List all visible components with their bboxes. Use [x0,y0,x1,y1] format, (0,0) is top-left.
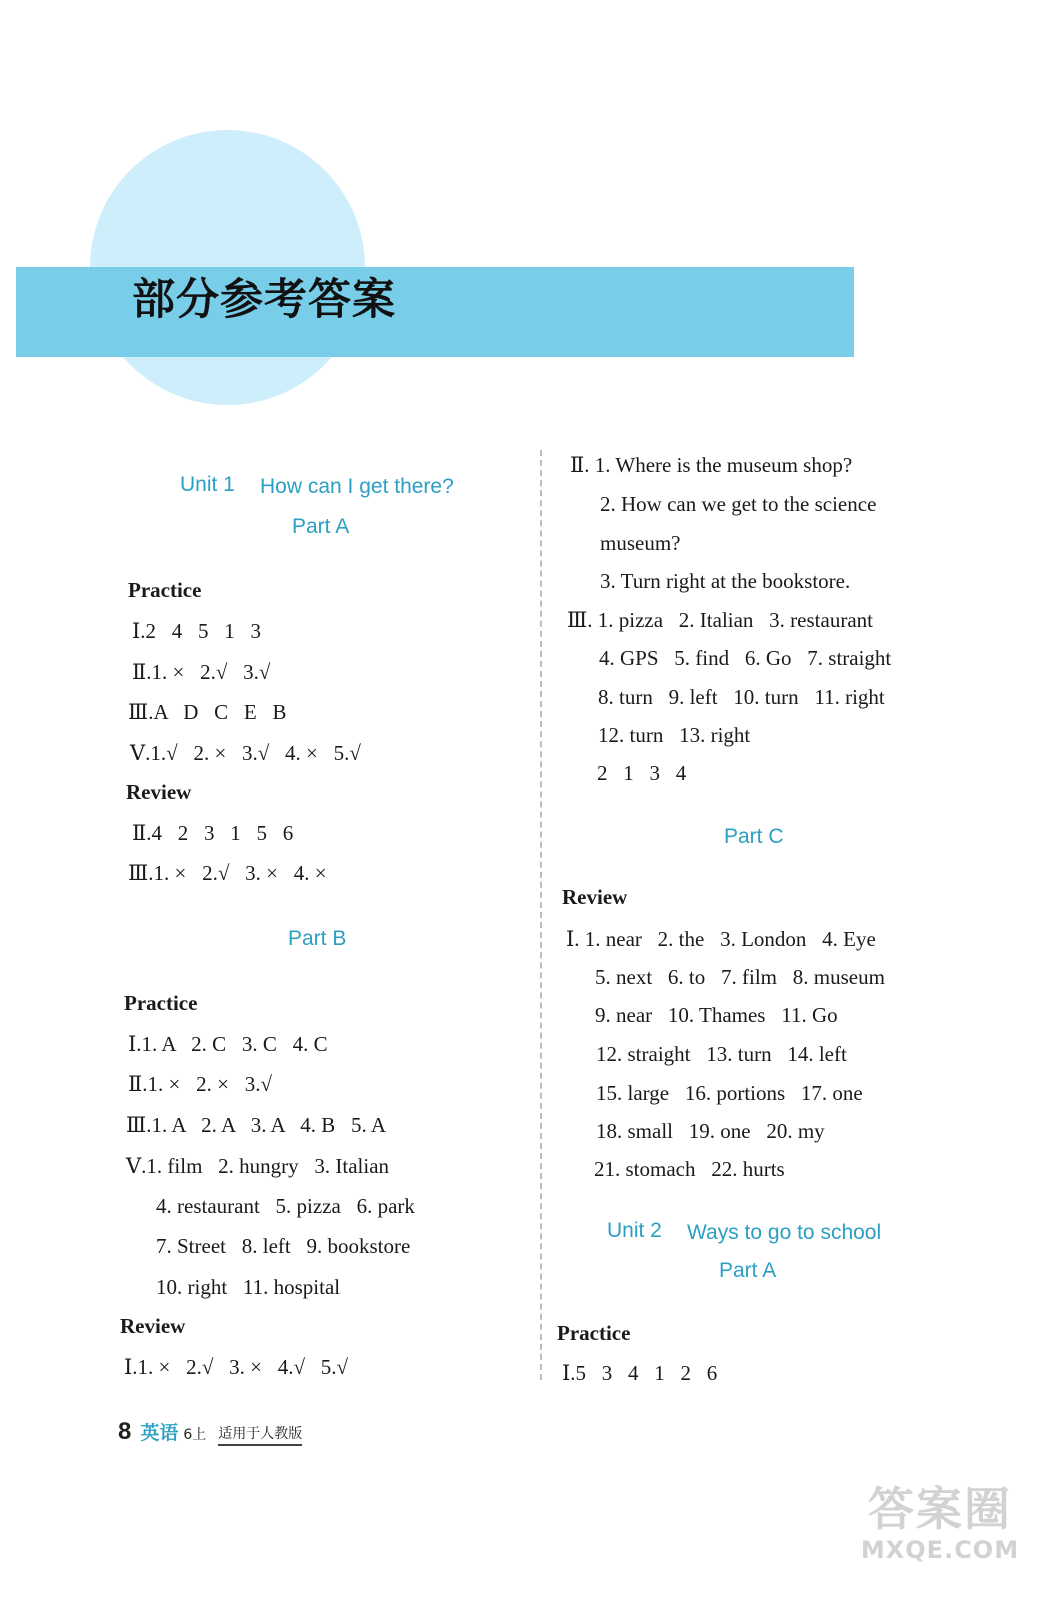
page-footer [118,1416,302,1446]
answer-line: Ⅰ.1. A 2. C 3. C 4. C [128,1032,328,1056]
review-heading: Review [120,1314,186,1338]
unit2-title: Ways to go to school [687,1221,882,1244]
answer-line: Ⅰ.2 4 5 1 3 [132,619,262,643]
answer-line: 18. small 19. one 20. my [596,1119,825,1143]
answer-line: 2. How can we get to the science [600,492,877,516]
answer-line: Ⅱ.1. × 2. × 3.√ [128,1072,272,1096]
watermark-text: 答案圈 [868,1482,1012,1536]
review-heading: Review [126,780,192,804]
answer-line: Ⅱ.1. × 2.√ 3.√ [132,660,271,684]
answer-line: 2 1 3 4 [597,761,687,785]
practice-heading: Practice [557,1321,631,1345]
unit2-label: Unit 2 [607,1219,662,1242]
practice-heading: Practice [124,991,198,1015]
answer-line: 10. right 11. hospital [156,1275,341,1299]
answer-line: 3. Turn right at the bookstore. [600,569,851,593]
page-title: 部分参考答案 [132,275,396,325]
answer-line: Ⅰ. 1. near 2. the 3. London 4. Eye [566,927,876,951]
answer-line: Ⅴ.1.√ 2. × 3.√ 4. × 5.√ [130,741,361,765]
answer-line: 12. straight 13. turn 14. left [596,1042,847,1066]
subject-label: 英语 [140,1422,179,1444]
answer-line: 8. turn 9. left 10. turn 11. right [598,685,885,709]
answer-line: Ⅱ.4 2 3 1 5 6 [132,821,294,845]
watermark-url: MXQE.COM [860,1536,1020,1564]
answer-line: Ⅱ. 1. Where is the museum shop? [570,453,853,477]
answer-line: 4. GPS 5. find 6. Go 7. straight [599,646,892,670]
part-c-heading: Part C [724,825,784,848]
answer-line: 5. next 6. to 7. film 8. museum [595,965,885,989]
part-a-heading: Part A [292,515,350,538]
answer-line: Ⅲ.1. × 2.√ 3. × 4. × [128,861,327,885]
answer-line: 15. large 16. portions 17. one [596,1081,863,1105]
part-b-heading: Part B [288,927,347,950]
answer-line: 4. restaurant 5. pizza 6. park [156,1194,415,1218]
answer-line: 21. stomach 22. hurts [594,1157,785,1181]
part-a-heading: Part A [719,1259,777,1282]
answer-line: 12. turn 13. right [598,723,751,747]
practice-heading: Practice [128,578,202,602]
unit1-label: Unit 1 [180,473,235,496]
answer-line: Ⅲ.A D C E B [128,700,287,724]
column-divider [540,450,542,1380]
answer-line: Ⅰ.1. × 2.√ 3. × 4.√ 5.√ [124,1355,349,1379]
answer-line: Ⅴ.1. film 2. hungry 3. Italian [126,1154,390,1178]
unit1-title: How can I get there? [260,475,454,498]
answer-line: Ⅲ. 1. pizza 2. Italian 3. restaurant [567,608,873,632]
review-heading: Review [562,885,628,909]
answer-line: 9. near 10. Thames 11. Go [595,1003,838,1027]
answer-line: 7. Street 8. left 9. bookstore [156,1234,411,1258]
grade-label: 6上 [183,1427,207,1443]
answer-line: museum? [600,531,681,555]
watermark-logo [850,1482,1030,1572]
edition-label: 适用于人教版 [218,1424,302,1446]
answer-line: Ⅰ.5 3 4 1 2 6 [562,1361,718,1385]
answer-line: Ⅲ.1. A 2. A 3. A 4. B 5. A [126,1113,387,1137]
page-number: 8 [118,1418,132,1445]
